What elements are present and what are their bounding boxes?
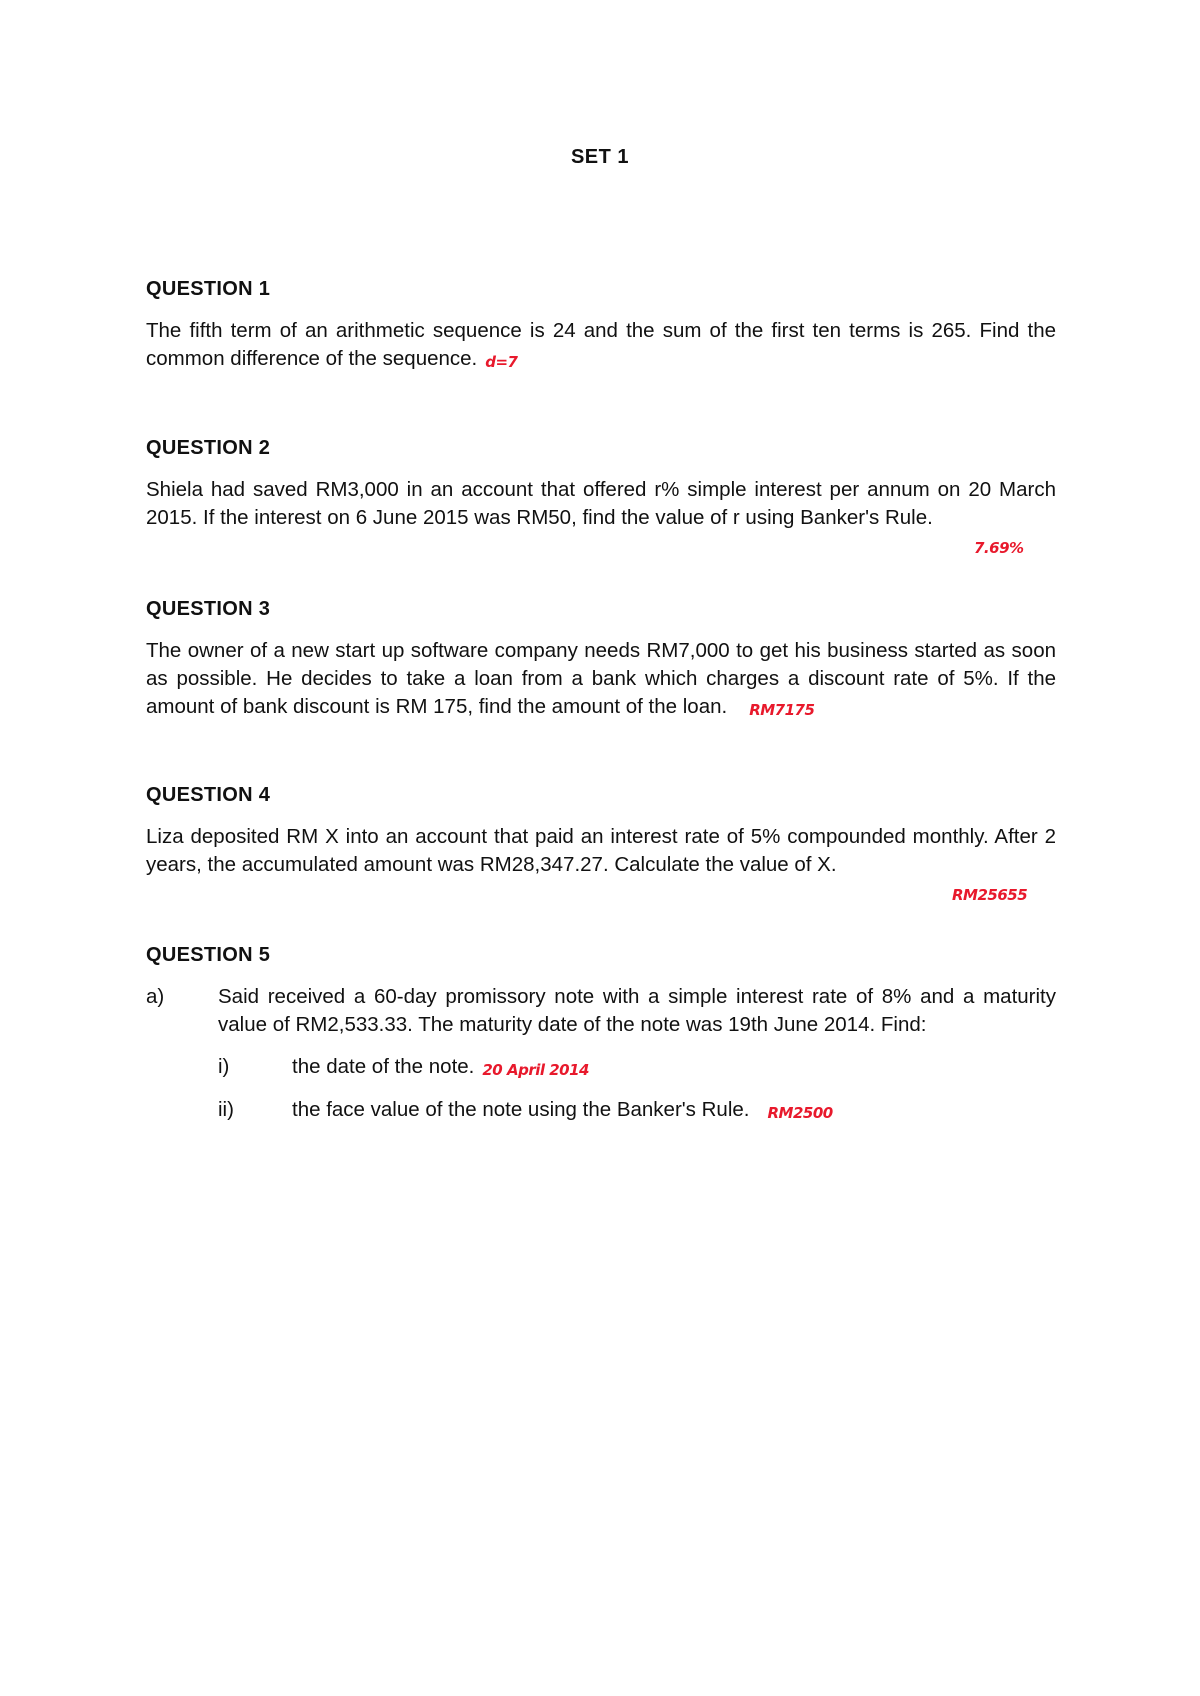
subpart-i-answer: 20 April 2014 bbox=[482, 1061, 589, 1079]
part-a-text: Said received a 60-day promissory note with a simple interest rate of 8% and a maturity value of RM2,533.33. The maturity date of the note was 19th June 2014. Find: bbox=[218, 985, 1056, 1036]
question-2-answer: 7.69% bbox=[974, 539, 1024, 557]
part-a-label: a) bbox=[146, 985, 165, 1008]
subpart-i-label: i) bbox=[218, 1055, 230, 1078]
question-1-heading: QUESTION 1 bbox=[146, 278, 271, 300]
question-2 bbox=[146, 437, 1056, 557]
question-4-heading: QUESTION 4 bbox=[146, 784, 271, 806]
question-3 bbox=[146, 598, 1056, 722]
question-1-answer: d=7 bbox=[485, 353, 518, 371]
question-2-text: Shiela had saved RM3,000 in an account that offered r% simple interest per annum on 20 March 2015. If the interest on 6 June 2015 was RM50, find the value of r using Banker's Rule. bbox=[146, 478, 1056, 529]
question-3-answer: RM7175 bbox=[749, 701, 815, 719]
set-title: SET 1 bbox=[570, 146, 630, 168]
question-5-subpart-i bbox=[146, 1053, 1056, 1082]
question-4 bbox=[146, 784, 1056, 904]
question-4-answer: RM25655 bbox=[952, 886, 1028, 904]
question-3-text: The owner of a new start up software company needs RM7,000 to get his business started as soon as possible. He decides to take a loan from a bank which charges a discount rate of 5%. If the amount of bank discount is RM 175, find the amount of the loan. bbox=[146, 639, 1056, 718]
question-5-subpart-ii bbox=[146, 1096, 1056, 1125]
subpart-i-text: the date of the note. bbox=[292, 1055, 475, 1078]
subpart-ii-answer: RM2500 bbox=[767, 1104, 833, 1122]
subpart-ii-label: ii) bbox=[218, 1098, 234, 1121]
question-1 bbox=[146, 278, 1056, 374]
question-1-text: The fifth term of an arithmetic sequence is 24 and the sum of the first ten terms is 265. Find the common difference of the sequence. bbox=[146, 319, 1056, 370]
question-5-part-a bbox=[146, 983, 1056, 1039]
question-3-heading: QUESTION 3 bbox=[146, 598, 271, 620]
question-4-text: Liza deposited RM X into an account that paid an interest rate of 5% compounded monthly. After 2 years, the accumulated amount was RM28,347.27. Calculate the value of X. bbox=[146, 825, 1056, 876]
question-5-heading: QUESTION 5 bbox=[146, 944, 271, 966]
question-5 bbox=[146, 944, 1056, 1125]
question-2-heading: QUESTION 2 bbox=[146, 437, 271, 459]
subpart-ii-text: the face value of the note using the Banker's Rule. bbox=[292, 1098, 750, 1121]
